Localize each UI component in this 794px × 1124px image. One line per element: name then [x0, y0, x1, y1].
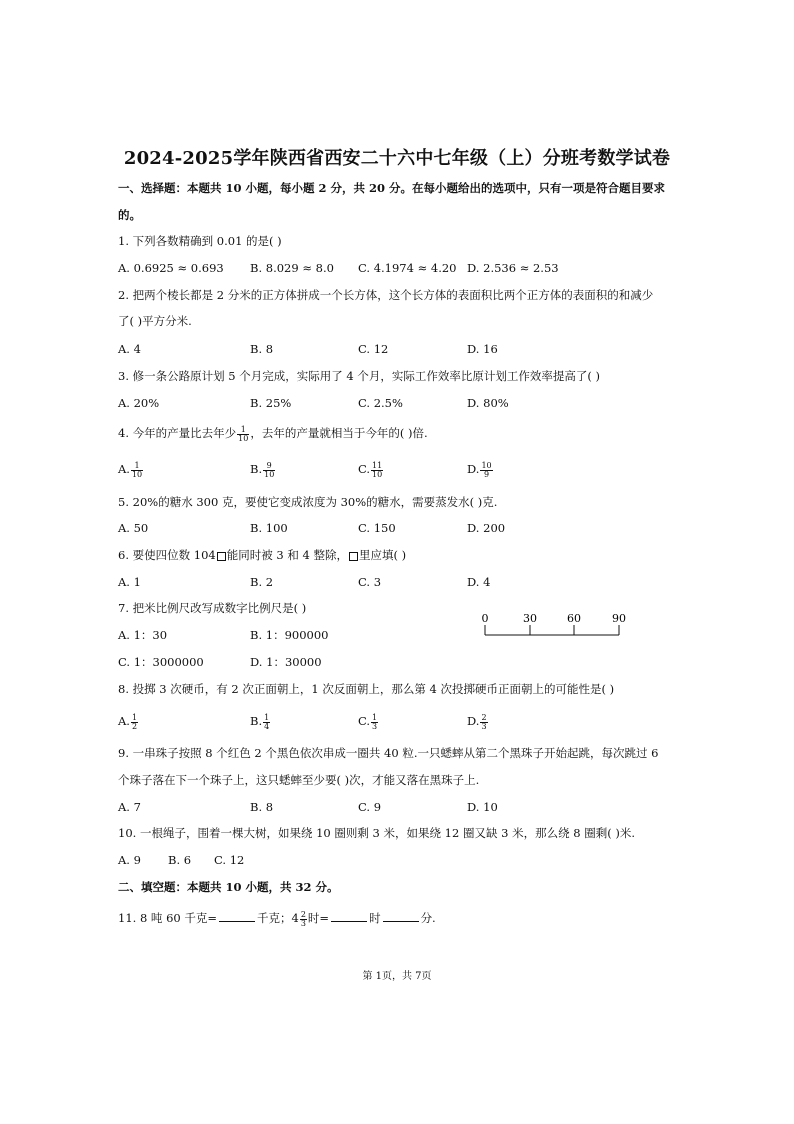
q9-stem-cont: 个珠子落在下一个珠子上，这只蟋蟀至少要( )次，才能又落在黑珠子上.: [118, 773, 480, 787]
page-footer: 第 1页，共 7页: [362, 971, 432, 982]
q10-option-b: B. 6: [168, 853, 192, 867]
q1-option-d: D. 2.536 ≈ 2.53: [467, 261, 559, 275]
q8-option-b: B. $\frac{1}{4}$: [250, 712, 270, 731]
scale-label-90: 90: [612, 612, 626, 625]
q7-option-a: A. 1：30: [118, 628, 168, 642]
q6-option-d: D. 4: [467, 575, 491, 589]
q6-option-b: B. 2: [250, 575, 274, 589]
q5-option-c: C. 150: [358, 521, 396, 535]
q5-stem: 5. 20%的糖水 300 克，要使它变成浓度为 30%的糖水，需要蒸发水( )克.: [118, 495, 498, 509]
q5-option-a: A. 50: [118, 521, 149, 535]
q9-option-c: C. 9: [358, 800, 382, 814]
q9-option-b: B. 8: [250, 800, 274, 814]
q1-stem: 1. 下列各数精确到 0.01 的是( ): [118, 234, 282, 248]
section1-heading-cont: 的。: [118, 208, 141, 222]
q9-option-a: A. 7: [118, 800, 141, 814]
q11-stem: 11. 8 吨 60 千克= 千克；4 $\frac{2}{3}$ 时= 时 分.: [118, 909, 436, 928]
q9-stem: 9. 一串珠子按照 8 个红色 2 个黑色依次串成一圈共 40 粒.一只蟋蟀从第二个黑珠子开始起跳，每次跳过 6: [118, 746, 659, 760]
q6-option-c: C. 3: [358, 575, 382, 589]
scale-label-0: 0: [481, 612, 489, 625]
q8-stem: 8. 投掷 3 次硬币，有 2 次正面朝上，1 次反面朝上，那么第 4 次投掷硬币正面朝上的可能性是( ): [118, 682, 615, 696]
q2-stem: 2. 把两个棱长都是 2 分米的正方体拼成一个长方体，这个长方体的表面积比两个正方体的表面积的和减少: [118, 288, 654, 302]
scale-bar-figure: [478, 610, 628, 640]
q10-option-a: A. 9: [118, 853, 141, 867]
q4-stem-fraction: $\frac{1}{10}$: [238, 424, 249, 443]
q2-option-b: B. 8: [250, 342, 274, 356]
page-title: 2024-2025学年陕西省西安二十六中七年级（上）分班考数学试卷: [123, 148, 671, 169]
q6-option-a: A. 1: [118, 575, 141, 589]
q11-fraction: $\frac{2}{3}$: [300, 909, 306, 928]
q10-option-c: C. 12: [214, 853, 245, 867]
q2-option-c: C. 12: [358, 342, 389, 356]
q5-option-d: D. 200: [467, 521, 506, 535]
q2-option-a: A. 4: [118, 342, 141, 356]
q3-option-c: C. 2.5%: [358, 396, 403, 410]
section2-heading: 二、填空题：本题共 10 小题，共 32 分。: [118, 880, 339, 894]
q8-option-d: D. $\frac{2}{3}$: [467, 712, 487, 731]
q4-stem: [118, 425, 428, 443]
q9-option-d: D. 10: [467, 800, 498, 814]
answer-blank-3[interactable]: [383, 911, 419, 922]
q4-stem-text-b: ，去年的产量就相当于今年的( )倍.: [250, 426, 428, 440]
q8-option-a: A. $\frac{1}{2}$: [118, 712, 138, 731]
answer-blank-2[interactable]: [331, 911, 367, 922]
scale-label-60: 60: [567, 612, 581, 625]
section1-heading: 一、选择题：本题共 10 小题，每小题 2 分，共 20 分。在每小题给出的选项中，只有一项是符合题目要求: [118, 181, 666, 195]
q3-stem: 3. 修一条公路原计划 5 个月完成，实际用了 4 个月，实际工作效率比原计划工作效率提高了( ): [118, 369, 601, 383]
q7-option-d: D. 1：30000: [250, 655, 322, 669]
q4-option-d: D. $\frac{10}{9}$: [467, 460, 492, 479]
q5-option-b: B. 100: [250, 521, 288, 535]
q4-option-b: B. $\frac{9}{10}$: [250, 460, 275, 479]
q10-stem: 10. 一根绳子，围着一棵大树，如果绕 10 圈则剩 3 米，如果绕 12 圈又缺 3 米，那么绕 8 圈剩( )米.: [118, 826, 635, 840]
q1-option-b: B. 8.029 ≈ 8.0: [250, 261, 334, 275]
q7-option-c: C. 1：3000000: [118, 655, 204, 669]
q1-option-a: A. 0.6925 ≈ 0.693: [118, 261, 224, 275]
q8-option-c: C. $\frac{1}{3}$: [358, 712, 378, 731]
answer-blank-1[interactable]: [219, 911, 255, 922]
q4-option-c: C. $\frac{11}{10}$: [358, 460, 383, 479]
q3-option-b: B. 25%: [250, 396, 292, 410]
q7-stem: 7. 把米比例尺改写成数字比例尺是( ): [118, 601, 307, 615]
q4-option-a: A. $\frac{1}{10}$: [118, 460, 143, 479]
q2-stem-cont: 了( )平方分米.: [118, 314, 192, 328]
scale-label-30: 30: [523, 612, 537, 625]
q3-option-a: A. 20%: [118, 396, 160, 410]
q6-stem: 6. 要使四位数 104 能同时被 3 和 4 整除， 里应填( ): [118, 548, 407, 562]
q4-stem-text-a: 4. 今年的产量比去年少: [118, 426, 237, 440]
blank-box-icon: [349, 552, 358, 561]
q1-option-c: C. 4.1974 ≈ 4.20: [358, 261, 457, 275]
q7-option-b: B. 1：900000: [250, 628, 329, 642]
q3-option-d: D. 80%: [467, 396, 509, 410]
q2-option-d: D. 16: [467, 342, 498, 356]
blank-box-icon: [217, 552, 226, 561]
